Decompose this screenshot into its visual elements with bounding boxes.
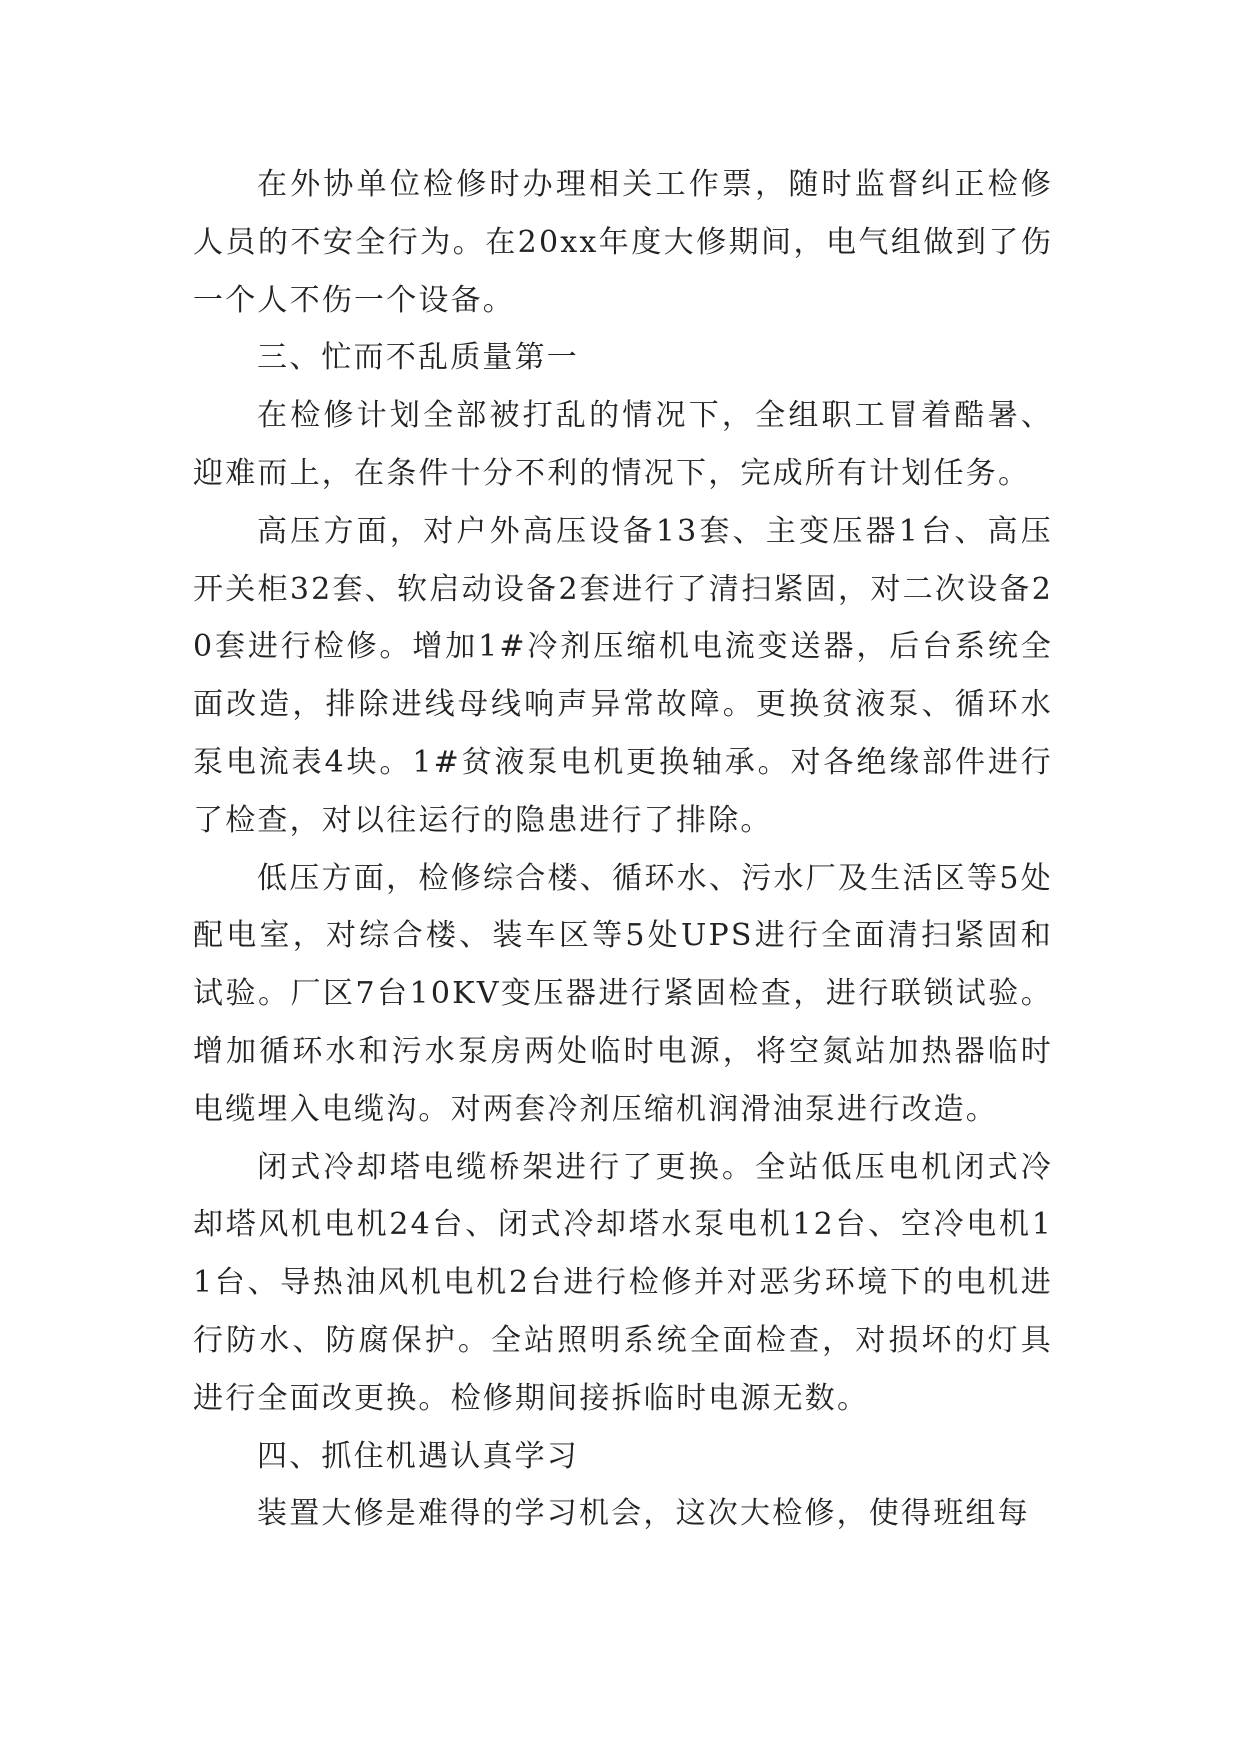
paragraph-cooling-tower: 闭式冷却塔电缆桥架进行了更换。全站低压电机闭式冷却塔风机电机24台、闭式冷却塔水泵电机12台、空冷电机11台、导热油风机电机2台进行检修并对恶劣环境下的电机进行防水、防腐保护。全站照明系统全面检查，对损坏的灯具进行全面改更换。检修期间接拆临时电源无数。 [193, 1149, 1053, 1416]
paragraph-plan: 在检修计划全部被打乱的情况下，全组职工冒着酷暑、迎难而上，在条件十分不利的情况下，完成所有计划任务。 [193, 398, 1053, 491]
paragraph-safety: 在外协单位检修时办理相关工作票，随时监督纠正检修人员的不安全行为。在20xx年度大修期间，电气组做到了伤一个人不伤一个设备。 [193, 167, 1053, 318]
paragraph-low-voltage: 低压方面，检修综合楼、循环水、污水厂及生活区等5处配电室，对综合楼、装车区等5处UPS进行全面清扫紧固和试验。厂区7台10KV变压器进行紧固检查，进行联锁试验。增加循环水和污水泵房两处临时电源，将空氮站加热器临时电缆埋入电缆沟。对两套冷剂压缩机润滑油泵进行改造。 [193, 860, 1053, 1127]
section-heading-quality: 三、忙而不乱质量第一 [257, 340, 579, 376]
document-body [193, 156, 1053, 1543]
section-heading-learning: 四、抓住机遇认真学习 [257, 1438, 579, 1474]
paragraph-overhaul-learning: 装置大修是难得的学习机会，这次大检修，使得班组每 [257, 1496, 1030, 1532]
paragraph-high-voltage: 高压方面，对户外高压设备13套、主变压器1台、高压开关柜32套、软启动设备2套进行了清扫紧固，对二次设备20套进行检修。增加1#冷剂压缩机电流变送器，后台系统全面改造，排除进线母线响声异常故障。更换贫液泵、循环水泵电流表4块。1#贫液泵电机更换轴承。对各绝缘部件进行了检查，对以往运行的隐患进行了排除。 [193, 513, 1053, 838]
